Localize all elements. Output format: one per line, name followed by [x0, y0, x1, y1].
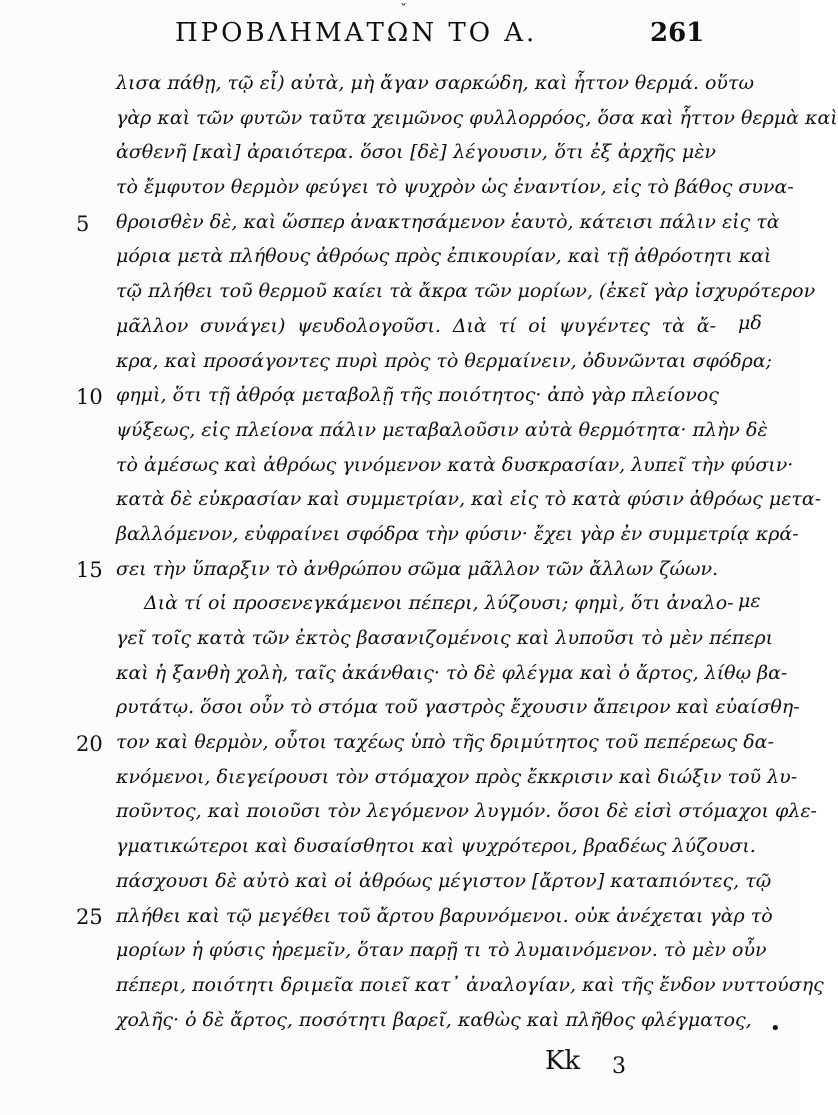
text-line: μᾶλλον συνάγει) ψευδολογοῦσι. Διὰ τί οἱ ψυγέντες τὰ ἄ-	[116, 314, 716, 337]
text-line: τῷ πλήθει τοῦ θερμοῦ καίει τὰ ἄκρα τῶν μορίων, (ἐκεῖ γὰρ ἰσχυρότερον	[116, 280, 816, 303]
text-line: γὰρ καὶ τῶν φυτῶν ταῦτα χειμῶνος φυλλορρόος, ὅσα καὶ ἧττον θερμὰ καὶ	[116, 106, 838, 129]
line-number: 20	[76, 732, 103, 756]
text-line: χολῆς· ὁ δὲ ἄρτος, ποσότητι βαρεῖ, καθὼς καὶ πλῆθος φλέγματος,	[116, 1008, 752, 1031]
line-number: 5	[76, 212, 90, 236]
running-title: ΠΡΟΒΛΗΜΑΤΩΝ ΤΟ Α.	[175, 18, 538, 48]
line-number: 10	[76, 385, 103, 409]
catchword: Kk	[545, 1046, 581, 1076]
text-line: γεῖ τοῖς κατὰ τῶν ἐκτὸς βασανιζομένοις καὶ λυποῦσι τὸ μὲν πέπερι	[116, 627, 774, 649]
line-number: 15	[76, 558, 103, 582]
text-line: πέπερι, ποιότητι δριμεῖα ποιεῖ κατ᾽ ἀναλογίαν, καὶ τῆς ἔνδον νυττούσης	[116, 973, 824, 996]
margin-dot: •	[770, 1018, 781, 1039]
text-line: κατὰ δὲ εὐκρασίαν καὶ συμμετρίαν, καὶ εἰς τὸ κατὰ φύσιν ἀθρόως μετα-	[116, 488, 822, 511]
text-line: ἀσθενῆ [καὶ] ἀραιότερα. ὅσοι [δὲ] λέγουσιν, ὅτι ἐξ ἀρχῆς μὲν	[116, 141, 716, 164]
text-line: πλήθει καὶ τῷ μεγέθει τοῦ ἄρτου βαρυνόμενοι. οὐκ ἀνέχεται γὰρ τὸ	[116, 904, 773, 927]
text-line: θροισθὲν δὲ, καὶ ὥσπερ ἀνακτησάμενον ἑαυτὸ, κάτεισι πάλιν εἰς τὰ	[116, 210, 780, 233]
text-line: σει τὴν ὕπαρξιν τὸ ἀνθρώπου σῶμα μᾶλλον τῶν ἄλλων ζώων.	[116, 557, 719, 580]
margin-note: μδ	[738, 312, 762, 334]
text-line: ψύξεως, εἰς πλείονα πάλιν μεταβαλοῦσιν αὐτὰ θερμότητα· πλὴν δὲ	[116, 418, 768, 441]
page-mark: ˇ	[400, 2, 407, 18]
text-line: γματικώτεροι καὶ δυσαίσθητοι καὶ ψυχρότεροι, βραδέως λύζουσι.	[116, 835, 756, 858]
signature-mark: 3	[612, 1054, 626, 1079]
text-line: τον καὶ θερμὸν, οὗτοι ταχέως ὑπὸ τῆς δριμύτητος τοῦ πεπέρεως δα-	[116, 731, 774, 754]
line-number: 25	[76, 905, 103, 929]
text-line: κρα, καὶ προσάγοντες πυρὶ πρὸς τὸ θερμαίνειν, ὀδυνῶνται σφόδρα;	[116, 349, 773, 372]
text-line: ρυτάτῳ. ὅσοι οὖν τὸ στόμα τοῦ γαστρὸς ἔχουσιν ἄπειρον καὶ εὐαίσθη-	[116, 696, 800, 719]
text-line: κνόμενοι, διεγείρουσι τὸν στόμαχον πρὸς ἔκκρισιν καὶ διώξιν τοῦ λυ-	[116, 765, 798, 788]
text-line: φημὶ, ὅτι τῇ ἀθρόᾳ μεταβολῇ τῆς ποιότητος· ἀπὸ γὰρ πλείονος	[116, 384, 719, 407]
text-line: Διὰ τί οἱ προσενεγκάμενοι πέπερι, λύζουσι; φημὶ, ὅτι ἀναλο-	[144, 592, 734, 615]
text-line: ποῦντος, καὶ ποιοῦσι τὸν λεγόμενον λυγμόν. ὅσοι δὲ εἰσὶ στόμαχοι φλε-	[116, 800, 817, 823]
page-number: 261	[650, 18, 705, 48]
text-line: τὸ ἔμφυτον θερμὸν φεύγει τὸ ψυχρὸν ὡς ἐναντίον, εἰς τὸ βάθος συνα-	[116, 176, 794, 199]
text-line: μόρια μετὰ πλήθους ἀθρόως πρὸς ἐπικουρίαν, καὶ τῇ ἀθρόοτητι καὶ	[116, 245, 772, 268]
text-line: πάσχουσι δὲ αὐτὸ καὶ οἱ ἀθρόως μέγιστον [ἄρτον] καταπιόντες, τῷ	[116, 869, 772, 892]
text-line: καὶ ἡ ξανθὴ χολὴ, ταῖς ἀκάνθαις· τὸ δὲ φλέγμα καὶ ὁ ἄρτος, λίθῳ βα-	[116, 661, 788, 684]
text-line: βαλλόμενον, εὐφραίνει σφόδρα τὴν φύσιν· ἔχει γὰρ ἐν συμμετρίᾳ κρά-	[116, 522, 799, 545]
text-line: μορίων ἡ φύσις ἠρεμεῖν, ὅταν παρῇ τι τὸ λυμαινόμενον. τὸ μὲν οὖν	[116, 939, 767, 962]
text-line: λισα πάθῃ, τῷ εἶ) αὐτὰ, μὴ ἄγαν σαρκώδη, καὶ ἧττον θερμά. οὕτω	[116, 72, 754, 94]
margin-note: με	[738, 590, 761, 612]
text-line: τὸ ἀμέσως καὶ ἀθρόως γινόμενον κατὰ δυσκρασίαν, λυπεῖ τὴν φύσιν·	[116, 453, 794, 476]
